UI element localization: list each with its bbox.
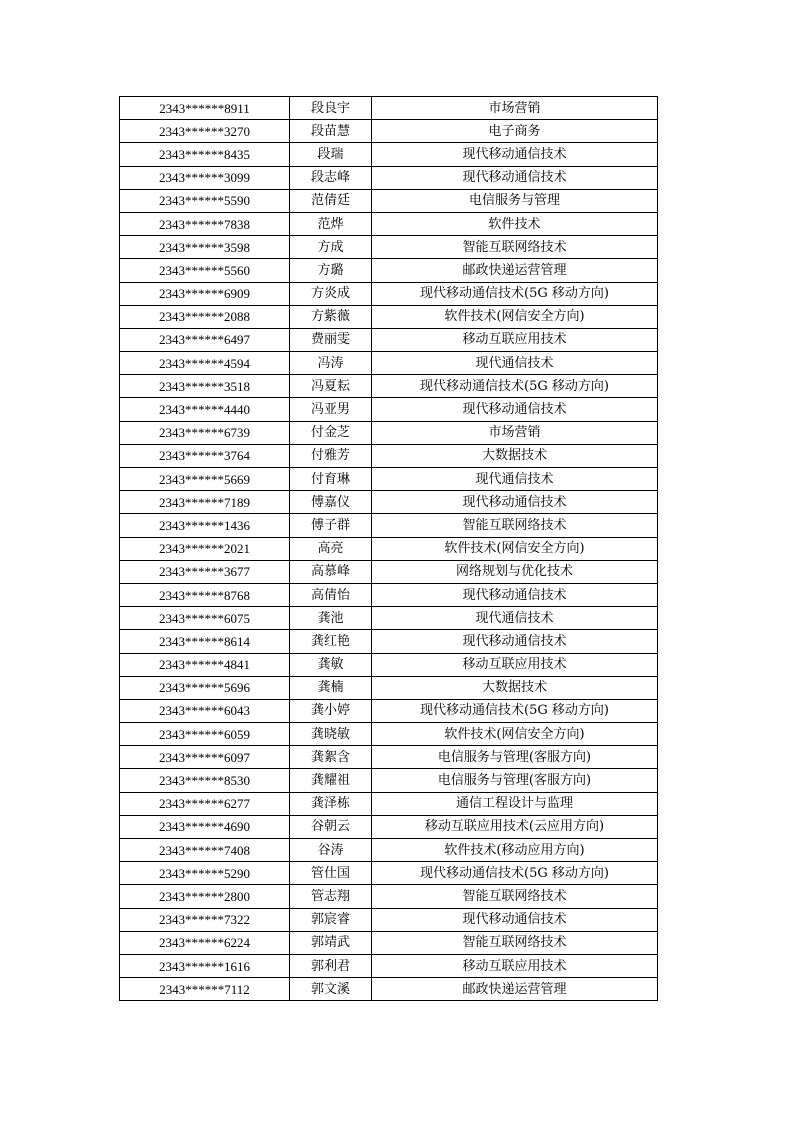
- table-row: [120, 328, 658, 351]
- major-cell: 智能互联网络技术: [372, 885, 658, 908]
- student-name-cell: 郭文溪: [290, 978, 372, 1001]
- student-id-cell: 2343******6277: [120, 792, 290, 815]
- student-name-cell: 冯涛: [290, 352, 372, 375]
- student-name-cell: 高倩怡: [290, 583, 372, 606]
- student-id-cell: 2343******3764: [120, 444, 290, 467]
- major-cell: 软件技术(网信安全方向): [372, 537, 658, 560]
- student-name-cell: 龚晓敏: [290, 723, 372, 746]
- table-row: [120, 97, 658, 120]
- table-row: [120, 908, 658, 931]
- table-row: [120, 398, 658, 421]
- table-row: [120, 468, 658, 491]
- table-row: [120, 282, 658, 305]
- major-cell: 大数据技术: [372, 676, 658, 699]
- student-name-cell: 管志翔: [290, 885, 372, 908]
- table-row: [120, 491, 658, 514]
- student-name-cell: 谷涛: [290, 839, 372, 862]
- major-cell: 移动互联应用技术: [372, 653, 658, 676]
- student-id-cell: 2343******5290: [120, 862, 290, 885]
- student-name-cell: 费丽雯: [290, 328, 372, 351]
- student-name-cell: 傅子群: [290, 514, 372, 537]
- student-name-cell: 高慕峰: [290, 560, 372, 583]
- table-row: [120, 699, 658, 722]
- student-id-cell: 2343******3270: [120, 120, 290, 143]
- student-name-cell: 方炎成: [290, 282, 372, 305]
- table-row: [120, 305, 658, 328]
- table-row: [120, 166, 658, 189]
- major-cell: 大数据技术: [372, 444, 658, 467]
- table-row: [120, 143, 658, 166]
- student-name-cell: 龚耀祖: [290, 769, 372, 792]
- student-name-cell: 龚楠: [290, 676, 372, 699]
- major-cell: 智能互联网络技术: [372, 236, 658, 259]
- table-row: [120, 931, 658, 954]
- major-cell: 移动互联应用技术: [372, 328, 658, 351]
- student-name-cell: 龚红艳: [290, 630, 372, 653]
- student-name-cell: 方成: [290, 236, 372, 259]
- table-row: [120, 815, 658, 838]
- major-cell: 电信服务与管理(客服方向): [372, 769, 658, 792]
- major-cell: 电信服务与管理: [372, 189, 658, 212]
- major-cell: 现代移动通信技术(5G 移动方向): [372, 375, 658, 398]
- major-cell: 现代移动通信技术(5G 移动方向): [372, 699, 658, 722]
- table-row: [120, 676, 658, 699]
- table-row: [120, 723, 658, 746]
- student-name-cell: 龚池: [290, 607, 372, 630]
- student-id-cell: 2343******7189: [120, 491, 290, 514]
- student-id-cell: 2343******3598: [120, 236, 290, 259]
- major-cell: 现代移动通信技术(5G 移动方向): [372, 282, 658, 305]
- table-row: [120, 954, 658, 977]
- table-row: [120, 537, 658, 560]
- major-cell: 软件技术(网信安全方向): [372, 723, 658, 746]
- table-row: [120, 259, 658, 282]
- major-cell: 现代移动通信技术: [372, 398, 658, 421]
- student-id-cell: 2343******6497: [120, 328, 290, 351]
- student-id-cell: 2343******7322: [120, 908, 290, 931]
- student-name-cell: 傅嘉仪: [290, 491, 372, 514]
- major-cell: 电信服务与管理(客服方向): [372, 746, 658, 769]
- student-id-cell: 2343******7408: [120, 839, 290, 862]
- major-cell: 智能互联网络技术: [372, 931, 658, 954]
- student-name-cell: 方紫薇: [290, 305, 372, 328]
- student-id-cell: 2343******8530: [120, 769, 290, 792]
- major-cell: 现代通信技术: [372, 607, 658, 630]
- student-id-cell: 2343******8911: [120, 97, 290, 120]
- student-id-cell: 2343******1436: [120, 514, 290, 537]
- major-cell: 智能互联网络技术: [372, 514, 658, 537]
- student-name-cell: 龚泽栋: [290, 792, 372, 815]
- major-cell: 现代移动通信技术: [372, 908, 658, 931]
- major-cell: 移动互联应用技术(云应用方向): [372, 815, 658, 838]
- student-id-cell: 2343******6059: [120, 723, 290, 746]
- student-id-cell: 2343******4841: [120, 653, 290, 676]
- student-id-cell: 2343******4440: [120, 398, 290, 421]
- major-cell: 现代移动通信技术: [372, 166, 658, 189]
- student-name-cell: 范烨: [290, 212, 372, 235]
- table-row: [120, 421, 658, 444]
- table-row: [120, 885, 658, 908]
- table-row: [120, 189, 658, 212]
- student-id-cell: 2343******6097: [120, 746, 290, 769]
- student-name-cell: 付雅芳: [290, 444, 372, 467]
- student-id-cell: 2343******5560: [120, 259, 290, 282]
- student-id-cell: 2343******6075: [120, 607, 290, 630]
- student-id-cell: 2343******8614: [120, 630, 290, 653]
- student-name-cell: 冯夏耘: [290, 375, 372, 398]
- table-row: [120, 514, 658, 537]
- student-name-cell: 龚小婷: [290, 699, 372, 722]
- table-row: [120, 352, 658, 375]
- major-cell: 软件技术(网信安全方向): [372, 305, 658, 328]
- student-name-cell: 龚敏: [290, 653, 372, 676]
- student-name-cell: 郭靖武: [290, 931, 372, 954]
- major-cell: 通信工程设计与监理: [372, 792, 658, 815]
- student-id-cell: 2343******2800: [120, 885, 290, 908]
- student-roster-table: [119, 96, 658, 1001]
- student-id-cell: 2343******5590: [120, 189, 290, 212]
- table-row: [120, 792, 658, 815]
- student-id-cell: 2343******6909: [120, 282, 290, 305]
- student-id-cell: 2343******2021: [120, 537, 290, 560]
- student-name-cell: 郭利君: [290, 954, 372, 977]
- student-name-cell: 方璐: [290, 259, 372, 282]
- student-id-cell: 2343******6224: [120, 931, 290, 954]
- student-id-cell: 2343******4594: [120, 352, 290, 375]
- table-row: [120, 653, 658, 676]
- student-id-cell: 2343******3518: [120, 375, 290, 398]
- student-name-cell: 段良宇: [290, 97, 372, 120]
- student-id-cell: 2343******5669: [120, 468, 290, 491]
- major-cell: 网络规划与优化技术: [372, 560, 658, 583]
- student-name-cell: 段志峰: [290, 166, 372, 189]
- student-name-cell: 龚絮含: [290, 746, 372, 769]
- table-row: [120, 630, 658, 653]
- table-row: [120, 839, 658, 862]
- table-row: [120, 978, 658, 1001]
- major-cell: 现代移动通信技术: [372, 143, 658, 166]
- table-row: [120, 607, 658, 630]
- major-cell: 市场营销: [372, 421, 658, 444]
- table-row: [120, 862, 658, 885]
- student-id-cell: 2343******5696: [120, 676, 290, 699]
- major-cell: 邮政快递运营管理: [372, 259, 658, 282]
- student-id-cell: 2343******8768: [120, 583, 290, 606]
- student-name-cell: 段苗慧: [290, 120, 372, 143]
- student-id-cell: 2343******7838: [120, 212, 290, 235]
- major-cell: 软件技术(移动应用方向): [372, 839, 658, 862]
- major-cell: 移动互联应用技术: [372, 954, 658, 977]
- student-id-cell: 2343******8435: [120, 143, 290, 166]
- student-name-cell: 付育琳: [290, 468, 372, 491]
- table-row: [120, 444, 658, 467]
- table-row: [120, 560, 658, 583]
- major-cell: 现代移动通信技术: [372, 491, 658, 514]
- student-name-cell: 郭宸睿: [290, 908, 372, 931]
- major-cell: 电子商务: [372, 120, 658, 143]
- student-id-cell: 2343******4690: [120, 815, 290, 838]
- table-row: [120, 375, 658, 398]
- table-row: [120, 120, 658, 143]
- student-name-cell: 付金芝: [290, 421, 372, 444]
- major-cell: 现代移动通信技术: [372, 583, 658, 606]
- major-cell: 邮政快递运营管理: [372, 978, 658, 1001]
- table-row: [120, 746, 658, 769]
- student-id-cell: 2343******1616: [120, 954, 290, 977]
- student-name-cell: 段瑞: [290, 143, 372, 166]
- table-row: [120, 583, 658, 606]
- student-name-cell: 范倩廷: [290, 189, 372, 212]
- student-id-cell: 2343******6043: [120, 699, 290, 722]
- student-id-cell: 2343******2088: [120, 305, 290, 328]
- table-row: [120, 236, 658, 259]
- student-name-cell: 管仕国: [290, 862, 372, 885]
- major-cell: 现代通信技术: [372, 468, 658, 491]
- student-name-cell: 冯亚男: [290, 398, 372, 421]
- student-id-cell: 2343******7112: [120, 978, 290, 1001]
- student-id-cell: 2343******6739: [120, 421, 290, 444]
- roster-table-body: [120, 97, 658, 1001]
- student-id-cell: 2343******3677: [120, 560, 290, 583]
- table-row: [120, 212, 658, 235]
- major-cell: 现代通信技术: [372, 352, 658, 375]
- major-cell: 市场营销: [372, 97, 658, 120]
- major-cell: 现代移动通信技术: [372, 630, 658, 653]
- student-name-cell: 谷朝云: [290, 815, 372, 838]
- student-name-cell: 高亮: [290, 537, 372, 560]
- major-cell: 现代移动通信技术(5G 移动方向): [372, 862, 658, 885]
- student-id-cell: 2343******3099: [120, 166, 290, 189]
- table-row: [120, 769, 658, 792]
- major-cell: 软件技术: [372, 212, 658, 235]
